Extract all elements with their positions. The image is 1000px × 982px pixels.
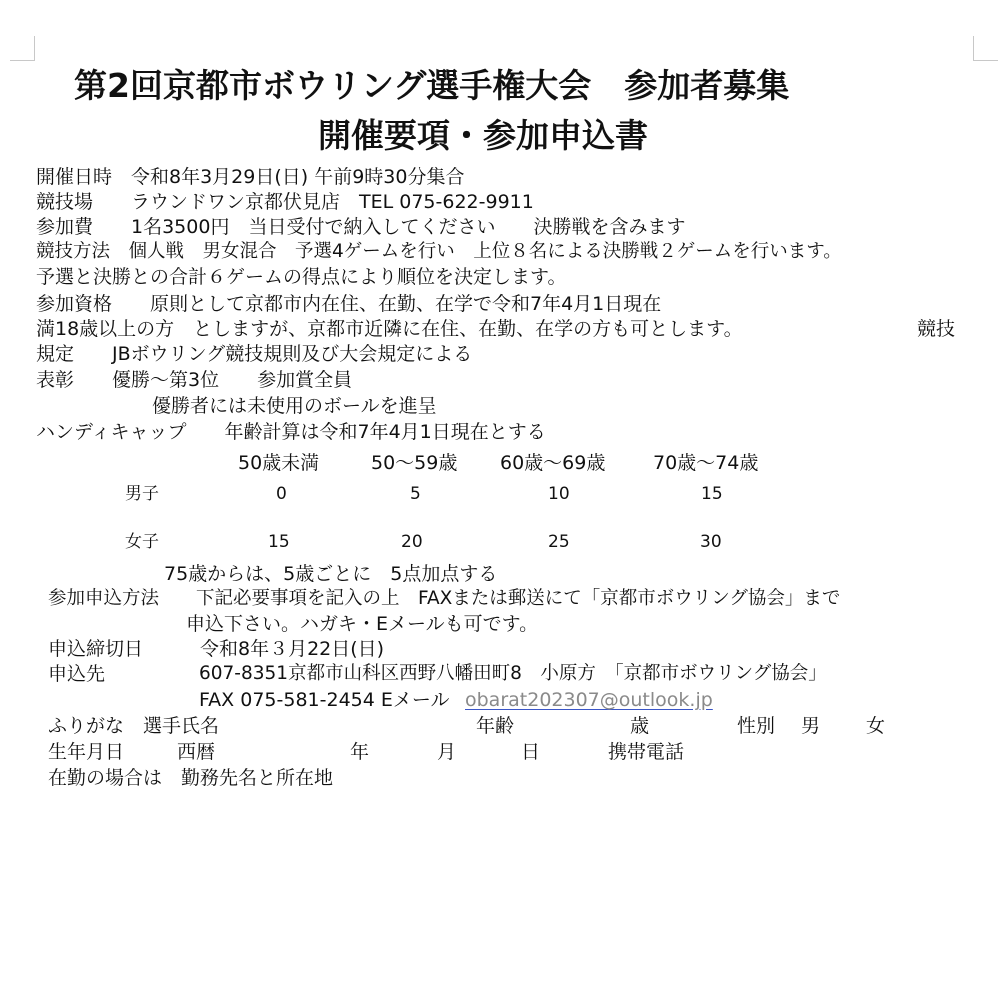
form-phone-label: 携帯電話 <box>608 741 685 763</box>
detail-awards: 表彰 優勝～第3位 参加賞全員 <box>36 369 353 391</box>
crop-mark-left-h <box>10 60 35 61</box>
detail-method-cont: 予選と決勝との合計６ゲームの得点により順位を決定します。 <box>36 266 567 288</box>
detail-date: 開催日時 令和8年3月29日(日) 午前9時30分集合 <box>36 166 465 188</box>
application-method-cont: 申込下さい。ハガキ・Eメールも可です。 <box>186 613 539 635</box>
handicap-cell: 10 <box>548 484 570 504</box>
crop-mark-right-h <box>973 60 998 61</box>
form-workplace-label: 在勤の場合は 勤務先名と所在地 <box>48 767 334 789</box>
form-age-unit: 歳 <box>630 715 650 737</box>
form-gender-male: 男 <box>801 715 821 737</box>
application-method: 参加申込方法 下記必要事項を記入の上 FAXまたは郵送にて「京都市ボウリング協会」まで <box>48 588 841 609</box>
handicap-cell: 15 <box>701 484 723 504</box>
application-fax: FAX 075-581-2454 Eメール <box>199 689 450 711</box>
detail-awards-note: 優勝者には未使用のボールを進呈 <box>152 395 437 417</box>
handicap-cell: 5 <box>410 484 421 504</box>
form-birth-era: 西暦 <box>177 741 216 763</box>
detail-rules: 規定 JBボウリング競技規則及び大会規定による <box>36 343 473 365</box>
handicap-row-label: 女子 <box>125 532 159 552</box>
application-deadline: 申込締切日 令和8年３月22日(日) <box>48 638 385 660</box>
handicap-cell: 15 <box>268 532 290 552</box>
handicap-row-label: 男子 <box>125 484 159 504</box>
form-birth-day: 日 <box>521 741 541 763</box>
form-birth-year: 年 <box>350 741 370 763</box>
crop-mark-left-v <box>34 36 35 61</box>
detail-method: 競技方法 個人戦 男女混合 予選4ゲームを行い 上位８名による決勝戦２ゲームを行います。 <box>36 241 842 262</box>
title-line-1: 第2回京都市ボウリング選手権大会 参加者募集 <box>74 66 790 105</box>
detail-eligibility: 参加資格 原則として京都市内在住、在勤、在学で令和7年4月1日現在 <box>36 293 662 315</box>
handicap-cell: 0 <box>276 484 287 504</box>
form-gender-female: 女 <box>866 715 886 737</box>
detail-rules-wrap-tail: 競技 <box>917 318 956 340</box>
handicap-cell: 25 <box>548 532 570 552</box>
handicap-cell: 30 <box>700 532 722 552</box>
handicap-note: 75歳からは、5歳ごとに 5点加点する <box>164 563 498 585</box>
email-link[interactable]: obarat202307@outlook.jp <box>465 689 713 711</box>
handicap-header: 50歳未満 <box>238 452 320 474</box>
handicap-header: 60歳～69歳 <box>500 452 606 474</box>
detail-eligibility-cont: 満18歳以上の方 としますが、京都市近隣に在住、在勤、在学の方も可とします。 <box>36 318 743 340</box>
detail-venue: 競技場 ラウンドワン京都伏見店 TEL 075-622-9911 <box>36 191 534 213</box>
form-furigana-name: ふりがな 選手氏名 <box>48 715 220 737</box>
form-birth-label: 生年月日 <box>48 741 125 763</box>
title-line-2: 開催要項・参加申込書 <box>318 116 648 155</box>
application-address: 607-8351京都市山科区西野八幡田町8 小原方 「京都市ボウリング協会」 <box>199 663 827 684</box>
detail-handicap: ハンディキャップ 年齢計算は令和7年4月1日現在とする <box>36 421 546 443</box>
form-age-label: 年齢 <box>476 715 515 737</box>
form-gender-label: 性別 <box>737 715 776 737</box>
handicap-cell: 20 <box>401 532 423 552</box>
crop-mark-right-v <box>973 36 974 61</box>
detail-fee: 参加費 1名3500円 当日受付で納入してください 決勝戦を含みます <box>36 216 686 238</box>
application-address-label: 申込先 <box>48 663 106 685</box>
form-birth-month: 月 <box>437 741 457 763</box>
handicap-header: 70歳～74歳 <box>653 452 759 474</box>
handicap-header: 50～59歳 <box>371 452 458 474</box>
